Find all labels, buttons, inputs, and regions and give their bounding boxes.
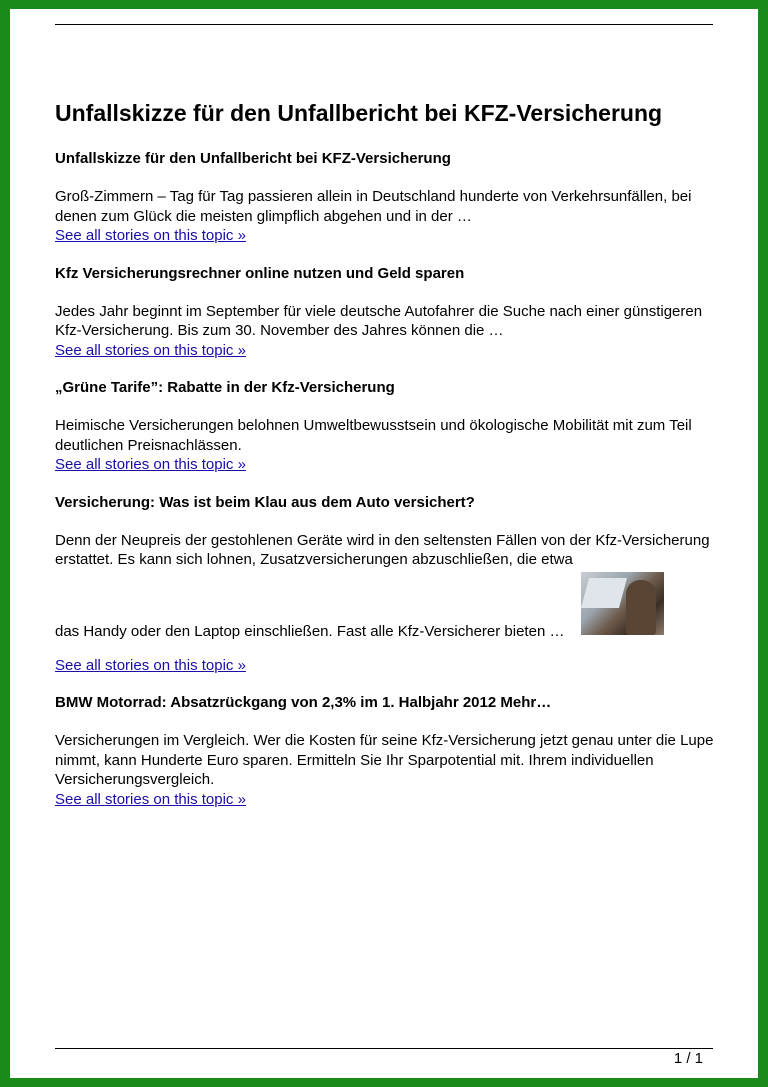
story-headline: „Grüne Tarife”: Rabatte in der Kfz-Versicherung — [55, 379, 395, 396]
story-headline: Versicherung: Was ist beim Klau aus dem Auto versichert? — [55, 493, 475, 511]
story-2 — [55, 264, 715, 361]
see-all-stories-link[interactable]: See all stories on this topic » — [55, 456, 246, 473]
document-page — [10, 9, 758, 1078]
story-excerpt: Denn der Neupreis der gestohlenen Geräte wird in den seltensten Fällen von der Kfz-Versicherung erstattet. Es kann sich lohnen, Zusatzversicherungen abzuschließen, die etwa — [55, 531, 710, 568]
content — [55, 97, 715, 827]
story-4 — [55, 493, 715, 676]
see-all-stories-link[interactable]: See all stories on this topic » — [55, 790, 246, 808]
story-excerpt: Groß-Zimmern – Tag für Tag passieren allein in Deutschland hunderte von Verkehrsunfällen, bei denen zum Glück die meisten glimpflich abgehen und in der … — [55, 188, 692, 225]
page-number: 1 / 1 — [673, 1050, 703, 1067]
story-3 — [55, 378, 715, 475]
car-window-shape — [581, 578, 627, 608]
story-excerpt: Jedes Jahr beginnt im September für viele deutsche Autofahrer die Suche nach einer günstigeren Kfz-Versicherung. Bis zum 30. November des Jahres können die … — [55, 302, 703, 339]
page-title: Unfallskizze für den Unfallbericht bei KFZ-Versicherung — [55, 100, 663, 126]
story-excerpt: Heimische Versicherungen belohnen Umweltbewusstsein und ökologische Mobilität mit zum Teil deutlichen Preisnachlässen. — [55, 417, 692, 454]
story-headline: Kfz Versicherungsrechner online nutzen und Geld sparen — [55, 264, 465, 282]
see-all-stories-link[interactable]: See all stories on this topic » — [55, 227, 246, 244]
bottom-rule — [55, 1048, 713, 1049]
story-headline: BMW Motorrad: Absatzrückgang von 2,3% im 1. Halbjahr 2012 Mehr… — [55, 694, 552, 711]
story-excerpt: Versicherungen im Vergleich. Wer die Kosten für seine Kfz-Versicherung jetzt genau unter die Lupe nimmt, kann Hunderte Euro sparen. Ermitteln Sie Ihr Sparpotential mit. Ihrem individuellen Versicherungsvergleich. — [55, 732, 714, 788]
see-all-stories-link[interactable]: See all stories on this topic » — [55, 656, 246, 674]
top-rule — [55, 24, 713, 25]
story-headline: Unfallskizze für den Unfallbericht bei KFZ-Versicherung — [55, 150, 451, 167]
story-5 — [55, 693, 715, 809]
story-excerpt-continued: das Handy oder den Laptop einschließen. Fast alle Kfz-Versicherer bieten … — [55, 623, 565, 640]
see-all-stories-link[interactable]: See all stories on this topic » — [55, 341, 246, 359]
story-photo — [581, 572, 664, 635]
person-shape — [626, 580, 656, 635]
story-1 — [55, 149, 715, 246]
excerpt-with-image — [55, 572, 715, 642]
